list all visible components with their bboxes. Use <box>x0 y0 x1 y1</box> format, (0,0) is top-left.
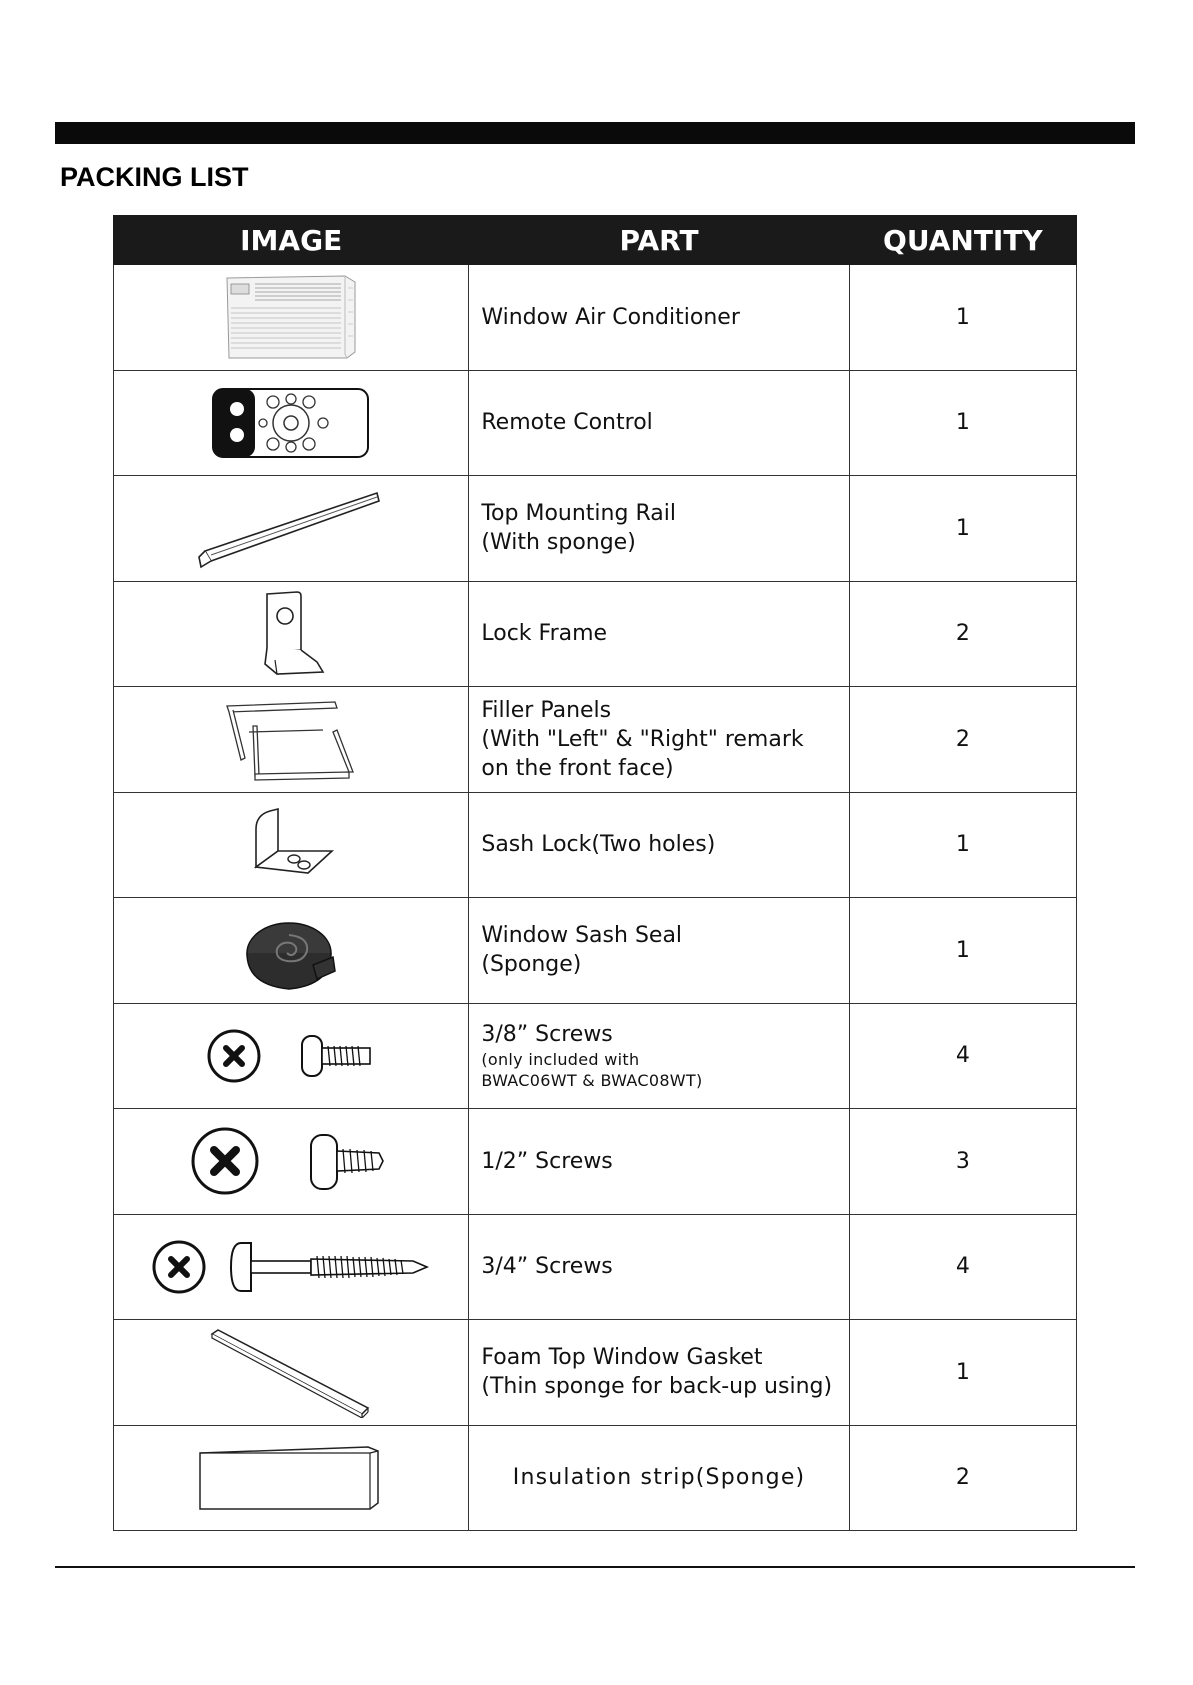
filler-panels-icon <box>114 687 469 793</box>
part-name-detail: (With "Left" & "Right" remark <box>481 726 804 752</box>
table-row <box>114 370 1077 476</box>
quantity-cell: 1 <box>849 1320 1076 1426</box>
header-bar <box>55 122 1135 144</box>
quantity-cell: 4 <box>849 1003 1076 1109</box>
part-cell <box>469 1320 849 1426</box>
table-row <box>114 898 1077 1004</box>
table-header-row <box>114 216 1077 265</box>
quantity-cell: 1 <box>849 898 1076 1004</box>
table-row <box>114 792 1077 898</box>
part-name-detail: (Thin sponge for back-up using) <box>481 1374 833 1400</box>
part-name: Filler Panels <box>481 697 612 723</box>
part-name-detail: on the front face) <box>481 755 674 781</box>
part-note: (only included with <box>481 1050 640 1070</box>
packing-list-table <box>113 215 1077 1531</box>
part-name: Window Sash Seal <box>481 923 683 949</box>
part-cell <box>469 476 849 582</box>
part-cell <box>469 687 849 793</box>
part-name-detail: (Sponge) <box>481 952 582 978</box>
lock-frame-icon <box>114 581 469 687</box>
part-name: Remote Control <box>481 410 653 436</box>
part-cell <box>469 1109 849 1215</box>
part-name: Top Mounting Rail <box>481 501 676 527</box>
table-row <box>114 1109 1077 1215</box>
sponge-seal-icon <box>114 898 469 1004</box>
quantity-cell: 4 <box>849 1214 1076 1320</box>
remote-control-icon <box>114 370 469 476</box>
screw-small-icon <box>114 1003 469 1109</box>
part-cell <box>469 370 849 476</box>
part-cell <box>469 1214 849 1320</box>
part-name: Foam Top Window Gasket <box>481 1345 763 1371</box>
foam-gasket-icon <box>114 1320 469 1426</box>
table-row <box>114 1214 1077 1320</box>
quantity-cell: 2 <box>849 581 1076 687</box>
footer-rule <box>55 1566 1135 1568</box>
part-cell <box>469 1425 849 1531</box>
section-title: PACKING LIST <box>60 162 249 192</box>
part-name: Sash Lock(Two holes) <box>481 832 716 858</box>
mounting-rail-icon <box>114 476 469 582</box>
quantity-cell: 1 <box>849 476 1076 582</box>
part-name: 3/8” Screws <box>481 1022 613 1048</box>
part-name: 3/4” Screws <box>481 1254 613 1280</box>
quantity-cell: 2 <box>849 1425 1076 1531</box>
part-cell <box>469 898 849 1004</box>
quantity-cell: 2 <box>849 687 1076 793</box>
quantity-cell: 3 <box>849 1109 1076 1215</box>
part-name-detail: (With sponge) <box>481 530 636 556</box>
sash-lock-icon <box>114 792 469 898</box>
quantity-cell: 1 <box>849 792 1076 898</box>
air-conditioner-icon <box>114 265 469 371</box>
screw-long-icon <box>114 1214 469 1320</box>
table-row <box>114 581 1077 687</box>
insulation-strip-icon <box>114 1425 469 1531</box>
part-cell <box>469 1003 849 1109</box>
part-name: Lock Frame <box>481 621 608 647</box>
part-note: BWAC06WT & BWAC08WT) <box>481 1071 703 1091</box>
quantity-cell: 1 <box>849 265 1076 371</box>
part-name: Window Air Conditioner <box>481 304 740 330</box>
table-row <box>114 1003 1077 1109</box>
part-cell <box>469 792 849 898</box>
part-name: Insulation strip(Sponge) <box>512 1465 806 1491</box>
table-row <box>114 1320 1077 1426</box>
table-row <box>114 476 1077 582</box>
header-image: IMAGE <box>114 216 469 265</box>
header-part: PART <box>469 216 849 265</box>
screw-medium-icon <box>114 1109 469 1215</box>
part-cell <box>469 265 849 371</box>
quantity-cell: 1 <box>849 370 1076 476</box>
table-row <box>114 265 1077 371</box>
table-row <box>114 1425 1077 1531</box>
part-name: 1/2” Screws <box>481 1148 613 1174</box>
table-row <box>114 687 1077 793</box>
part-cell <box>469 581 849 687</box>
header-quantity: QUANTITY <box>849 216 1076 265</box>
